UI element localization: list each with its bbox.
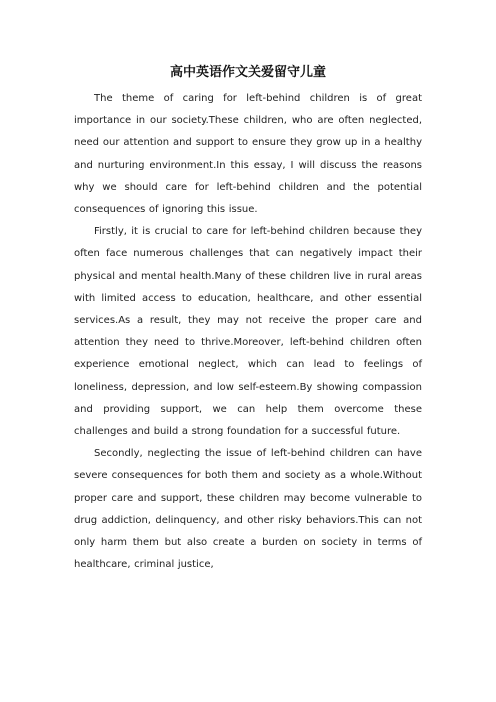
paragraph-firstly: Firstly, it is crucial to care for left-behind children because they often face numerous challenges that can negatively impact their physical and mental health.Many of these children live in rural areas with limited access to education, healthcare, and other essential services.As a result, they may not receive the proper care and attention they need to thrive.Moreover, left-behind children often experience emotional neglect, which can lead to feelings of loneliness, depression, and low self-esteem.By showing compassion and providing support, we can help them overcome these challenges and build a strong foundation for a successful future. (74, 226, 422, 438)
paragraph-intro: The theme of caring for left-behind children is of great importance in our society.These children, who are often neglected, need our attention and support to ensure they grow up in a healthy and nurturing environment.In this essay, I will discuss the reasons why we should care for left-behind children and the potential consequences of ignoring this issue. (74, 93, 422, 216)
document-body (74, 88, 422, 576)
paragraph-secondly: Secondly, neglecting the issue of left-behind children can have severe consequences for both them and society as a whole.Without proper care and support, these children may become vulnerable to drug addiction, delinquency, and other risky behaviors.This can not only harm them but also create a burden on society in terms of healthcare, criminal justice, (74, 448, 422, 571)
document-title: 高中英语作文关爱留守儿童 (169, 65, 326, 80)
